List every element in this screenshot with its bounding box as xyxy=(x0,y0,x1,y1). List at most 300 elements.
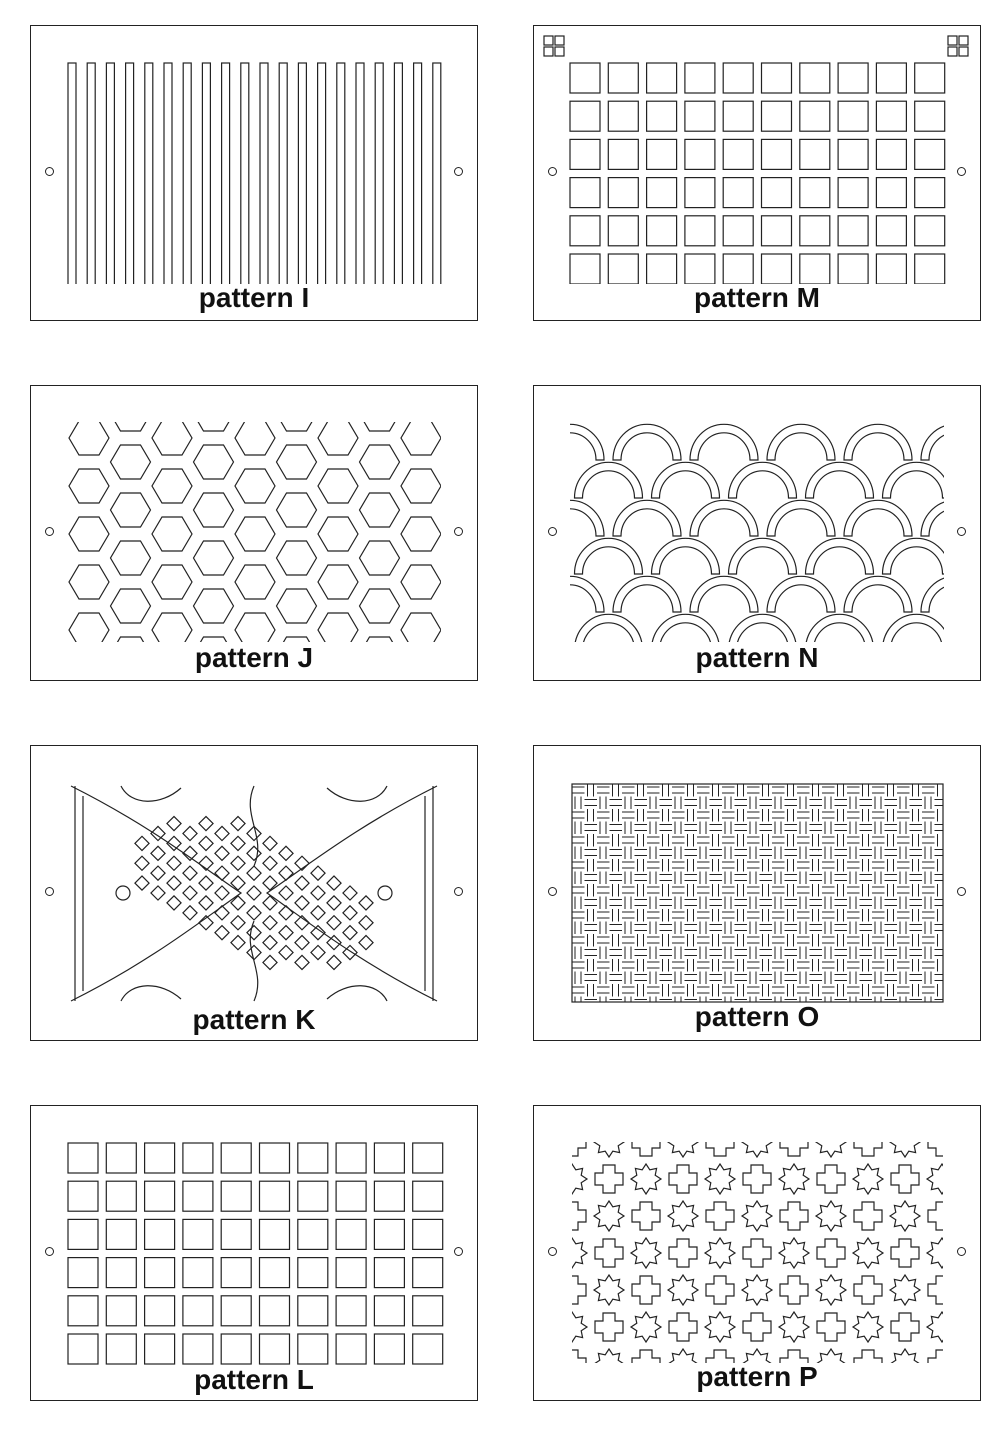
weave-strand xyxy=(835,800,848,806)
lattice-diamond xyxy=(167,876,181,890)
scroll-curve xyxy=(121,786,181,801)
weave-strand xyxy=(722,812,735,818)
lattice-diamond xyxy=(279,846,293,860)
weave-strand xyxy=(785,825,798,831)
lattice-diamond xyxy=(279,906,293,920)
lattice-diamond xyxy=(327,916,341,930)
square-opening xyxy=(298,1296,328,1326)
lattice-diamond xyxy=(215,866,229,880)
square-opening xyxy=(838,254,868,284)
hexagon-opening xyxy=(318,517,358,551)
weave-strand xyxy=(922,812,935,818)
square-opening xyxy=(915,139,945,169)
square-opening xyxy=(762,254,792,284)
corner-square xyxy=(555,47,564,56)
weave-strand xyxy=(872,987,885,993)
lattice-diamond xyxy=(247,945,261,959)
square-opening xyxy=(298,1181,328,1211)
weave-strand xyxy=(638,859,644,872)
weave-strand xyxy=(725,822,731,835)
lattice-diamond xyxy=(327,896,341,910)
weave-strand xyxy=(850,897,856,910)
square-opening xyxy=(685,254,715,284)
weave-strand xyxy=(660,975,673,981)
weave-strand xyxy=(872,937,885,943)
weave-strand xyxy=(813,884,819,897)
weave-strand xyxy=(585,925,598,931)
scale-arch-opening xyxy=(806,462,874,498)
lattice-diamond xyxy=(263,836,277,850)
weave-strand xyxy=(688,834,694,847)
weave-strand xyxy=(875,972,881,985)
hexagon-opening xyxy=(111,493,151,527)
weave-strand xyxy=(872,887,885,893)
weave-strand xyxy=(622,787,635,793)
star-opening xyxy=(668,1201,698,1231)
weave-strand xyxy=(625,922,631,935)
lattice-diamond xyxy=(167,816,181,830)
weave-strand xyxy=(772,912,785,918)
grille-panel-pattern-p xyxy=(533,1105,981,1401)
scale-arch-opening xyxy=(729,538,797,574)
weave-strand xyxy=(650,947,656,960)
scale-arch-opening xyxy=(534,462,566,498)
corner-square xyxy=(948,47,957,56)
weave-strand xyxy=(688,859,694,872)
weave-strand xyxy=(688,909,694,922)
weave-strand xyxy=(697,812,710,818)
weave-strand xyxy=(888,809,894,822)
corner-square xyxy=(948,36,957,45)
mounting-hole-left xyxy=(45,167,54,176)
weave-strand xyxy=(650,897,656,910)
slot xyxy=(202,63,210,285)
weave-strand xyxy=(613,859,619,872)
weave-strand xyxy=(688,809,694,822)
weave-strand xyxy=(875,847,881,860)
weave-strand xyxy=(847,937,860,943)
weave-strand xyxy=(700,972,706,985)
weave-strand xyxy=(697,937,710,943)
weave-strand xyxy=(710,925,723,931)
weave-strand xyxy=(863,909,869,922)
cross-opening xyxy=(928,1202,956,1230)
weave-strand xyxy=(663,884,669,897)
star-opening xyxy=(890,1127,920,1157)
weave-strand xyxy=(613,934,619,947)
weave-strand xyxy=(725,897,731,910)
weave-strand xyxy=(613,984,619,997)
square-opening xyxy=(374,1258,404,1288)
star-opening xyxy=(927,1238,957,1268)
weave-strand xyxy=(785,975,798,981)
weave-strand xyxy=(725,947,731,960)
weave-strand xyxy=(838,809,844,822)
cross-opening xyxy=(632,1202,660,1230)
square-opening xyxy=(915,63,945,93)
weave-strand xyxy=(575,922,581,935)
weave-strand xyxy=(635,950,648,956)
square-opening xyxy=(723,101,753,131)
lattice-diamond xyxy=(167,856,181,870)
weave-strand xyxy=(710,975,723,981)
square-opening xyxy=(800,139,830,169)
grille-panel-pattern-k xyxy=(30,745,478,1041)
weave-strand xyxy=(885,975,898,981)
weave-strand xyxy=(638,834,644,847)
weave-strand xyxy=(850,822,856,835)
square-opening xyxy=(298,1258,328,1288)
weave-strand xyxy=(872,837,885,843)
scale-arch-opening xyxy=(844,576,912,612)
hexagon-opening xyxy=(235,469,275,503)
weave-strand xyxy=(760,925,773,931)
weave-strand xyxy=(813,909,819,922)
weave-strand xyxy=(738,834,744,847)
lattice-diamond xyxy=(199,896,213,910)
weave-strand xyxy=(922,787,935,793)
weave-strand xyxy=(860,875,873,881)
weave-strand xyxy=(675,872,681,885)
weave-strand xyxy=(613,834,619,847)
weave-strand xyxy=(922,912,935,918)
star-opening xyxy=(668,1127,698,1157)
square-opening xyxy=(260,1334,290,1364)
square-opening xyxy=(183,1296,213,1326)
weave-strand xyxy=(872,962,885,968)
weave-strand xyxy=(688,959,694,972)
weave-strand xyxy=(788,784,794,797)
star-opening xyxy=(557,1312,587,1342)
weave-strand xyxy=(838,859,844,872)
star-opening xyxy=(742,1275,772,1305)
weave-strand xyxy=(585,975,598,981)
cross-opening xyxy=(743,1165,771,1193)
weave-strand xyxy=(775,847,781,860)
mounting-hole-right xyxy=(454,887,463,896)
square-opening xyxy=(145,1258,175,1288)
slot xyxy=(279,63,287,285)
pattern-n-art xyxy=(534,386,980,680)
scale-arch-opening xyxy=(844,500,912,536)
weave-strand xyxy=(663,934,669,947)
weave-strand xyxy=(647,787,660,793)
weave-strand xyxy=(910,925,923,931)
hexagon-opening xyxy=(277,589,317,623)
weave-strand xyxy=(900,922,906,935)
weave-strand xyxy=(913,984,919,997)
weave-strand xyxy=(760,875,773,881)
weave-strand xyxy=(722,862,735,868)
weave-strand xyxy=(588,959,594,972)
star-opening xyxy=(816,1201,846,1231)
lattice-diamond xyxy=(199,816,213,830)
scale-arch-opening xyxy=(652,538,720,574)
lattice-diamond xyxy=(231,836,245,850)
weave-strand xyxy=(772,962,785,968)
weave-strand xyxy=(747,887,760,893)
weave-strand xyxy=(760,975,773,981)
lattice-diamond xyxy=(135,876,149,890)
weave-strand xyxy=(647,837,660,843)
square-opening xyxy=(915,254,945,284)
weave-strand xyxy=(635,925,648,931)
weave-strand xyxy=(922,937,935,943)
weave-strand xyxy=(572,962,585,968)
weave-strand xyxy=(888,909,894,922)
cross-opening xyxy=(669,1165,697,1193)
grille-panel-pattern-l xyxy=(30,1105,478,1401)
weave-strand xyxy=(685,825,698,831)
weave-strand xyxy=(750,947,756,960)
hexagon-opening xyxy=(277,541,317,575)
square-opening xyxy=(838,63,868,93)
weave-strand xyxy=(763,859,769,872)
weave-strand xyxy=(825,922,831,935)
cross-opening xyxy=(558,1276,586,1304)
weave-strand xyxy=(672,837,685,843)
grille-panel-pattern-m xyxy=(533,25,981,321)
hexagon-opening xyxy=(360,541,400,575)
weave-strand xyxy=(688,784,694,797)
grille-panel-pattern-j xyxy=(30,385,478,681)
hexagon-opening xyxy=(111,541,151,575)
weave-strand xyxy=(822,962,835,968)
weave-strand xyxy=(697,887,710,893)
cross-opening xyxy=(780,1276,808,1304)
slot xyxy=(68,63,76,285)
weave-strand xyxy=(810,800,823,806)
cross-opening xyxy=(928,1128,956,1156)
hexagon-opening xyxy=(401,421,441,455)
square-opening xyxy=(608,63,638,93)
square-opening xyxy=(221,1334,251,1364)
mounting-hole-right xyxy=(454,167,463,176)
square-opening xyxy=(685,63,715,93)
star-opening xyxy=(594,1127,624,1157)
weave-strand xyxy=(735,950,748,956)
weave-strand xyxy=(835,950,848,956)
weave-strand xyxy=(788,834,794,847)
weave-strand xyxy=(825,847,831,860)
weave-strand xyxy=(597,837,610,843)
weave-strand xyxy=(825,797,831,810)
square-opening xyxy=(68,1181,98,1211)
slot xyxy=(164,63,172,285)
lattice-diamond xyxy=(183,826,197,840)
weave-strand xyxy=(875,872,881,885)
weave-strand xyxy=(872,912,885,918)
weave-strand xyxy=(760,900,773,906)
weave-strand xyxy=(600,972,606,985)
slot xyxy=(126,63,134,285)
weave-strand xyxy=(913,859,919,872)
weave-strand xyxy=(875,822,881,835)
lattice-diamond xyxy=(247,866,261,880)
lattice-diamond xyxy=(215,826,229,840)
weave-strand xyxy=(847,812,860,818)
star-opening xyxy=(890,1275,920,1305)
lattice-diamond xyxy=(231,816,245,830)
weave-strand xyxy=(910,825,923,831)
weave-strand xyxy=(713,909,719,922)
corner-square xyxy=(959,36,968,45)
weave-strand xyxy=(800,947,806,960)
weave-strand xyxy=(735,800,748,806)
star-opening xyxy=(557,1238,587,1268)
weave-strand xyxy=(800,897,806,910)
hexagon-opening xyxy=(318,421,358,455)
weave-strand xyxy=(660,950,673,956)
slot xyxy=(145,63,153,285)
weave-strand xyxy=(847,862,860,868)
pattern-p-art xyxy=(534,1106,980,1400)
square-opening xyxy=(570,63,600,93)
weave-strand xyxy=(713,859,719,872)
square-opening xyxy=(145,1334,175,1364)
hexagon-opening xyxy=(69,517,109,551)
cross-opening xyxy=(891,1313,919,1341)
eye-ornament xyxy=(116,886,130,900)
square-opening xyxy=(260,1296,290,1326)
weave-strand xyxy=(735,875,748,881)
weave-strand xyxy=(635,825,648,831)
hexagon-opening xyxy=(152,565,192,599)
square-opening xyxy=(762,178,792,208)
square-opening xyxy=(800,216,830,246)
weave-strand xyxy=(697,837,710,843)
weave-strand xyxy=(897,812,910,818)
star-opening xyxy=(890,1201,920,1231)
weave-strand xyxy=(925,922,931,935)
cross-opening xyxy=(595,1165,623,1193)
square-opening xyxy=(374,1181,404,1211)
weave-strand xyxy=(825,947,831,960)
weave-strand xyxy=(750,797,756,810)
square-opening xyxy=(762,63,792,93)
square-opening xyxy=(876,63,906,93)
weave-strand xyxy=(788,809,794,822)
square-opening xyxy=(336,1258,366,1288)
weave-strand xyxy=(588,984,594,997)
square-opening xyxy=(570,216,600,246)
square-opening xyxy=(221,1219,251,1249)
lattice-diamond xyxy=(215,846,229,860)
weave-strand xyxy=(660,825,673,831)
lattice-diamond xyxy=(295,896,309,910)
weave-strand xyxy=(647,812,660,818)
scale-arch-opening xyxy=(767,424,835,460)
square-opening xyxy=(762,101,792,131)
weave-strand xyxy=(813,934,819,947)
weave-strand xyxy=(875,947,881,960)
weave-strand xyxy=(600,797,606,810)
scale-arch-opening xyxy=(844,424,912,460)
star-opening xyxy=(927,1312,957,1342)
weave-strand xyxy=(900,897,906,910)
square-opening xyxy=(260,1258,290,1288)
lattice-diamond xyxy=(151,886,165,900)
weave-strand xyxy=(860,825,873,831)
square-opening xyxy=(374,1219,404,1249)
weave-strand xyxy=(913,959,919,972)
square-opening xyxy=(876,178,906,208)
star-opening xyxy=(705,1164,735,1194)
cross-opening xyxy=(891,1165,919,1193)
weave-strand xyxy=(735,925,748,931)
weave-strand xyxy=(747,987,760,993)
weave-strand xyxy=(925,972,931,985)
weave-strand xyxy=(847,887,860,893)
weave-strand xyxy=(725,972,731,985)
weave-strand xyxy=(663,859,669,872)
weave-strand xyxy=(797,887,810,893)
weave-strand xyxy=(897,937,910,943)
weave-strand xyxy=(613,809,619,822)
weave-strand xyxy=(810,975,823,981)
square-opening xyxy=(68,1219,98,1249)
weave-strand xyxy=(660,900,673,906)
square-opening xyxy=(647,101,677,131)
weave-strand xyxy=(635,875,648,881)
square-opening xyxy=(183,1181,213,1211)
weave-strand xyxy=(935,900,948,906)
weave-strand xyxy=(825,972,831,985)
cross-opening xyxy=(595,1313,623,1341)
weave-strand xyxy=(810,925,823,931)
weave-strand xyxy=(647,937,660,943)
hexagon-opening xyxy=(194,541,234,575)
scale-arch-opening xyxy=(613,424,681,460)
scale-arch-opening xyxy=(613,576,681,612)
weave-strand xyxy=(672,887,685,893)
weave-strand xyxy=(613,784,619,797)
hexagon-opening xyxy=(277,493,317,527)
lattice-diamond xyxy=(263,916,277,930)
square-opening xyxy=(336,1181,366,1211)
grille-panel-pattern-i xyxy=(30,25,478,321)
hexagon-opening xyxy=(152,469,192,503)
weave-strand xyxy=(763,809,769,822)
corner-square xyxy=(959,47,968,56)
weave-strand xyxy=(572,837,585,843)
hexagon-opening xyxy=(69,613,109,647)
weave-strand xyxy=(588,909,594,922)
weave-strand xyxy=(813,859,819,872)
square-opening xyxy=(647,216,677,246)
weave-strand xyxy=(572,987,585,993)
mounting-hole-left xyxy=(45,887,54,896)
weave-strand xyxy=(675,822,681,835)
grille-panel-pattern-o xyxy=(533,745,981,1041)
weave-strand xyxy=(622,837,635,843)
square-opening xyxy=(298,1334,328,1364)
weave-strand xyxy=(860,950,873,956)
weave-strand xyxy=(822,812,835,818)
square-opening xyxy=(800,178,830,208)
weave-strand xyxy=(797,987,810,993)
weave-strand xyxy=(625,972,631,985)
weave-strand xyxy=(797,912,810,918)
weave-strand xyxy=(800,797,806,810)
weave-strand xyxy=(588,934,594,947)
square-opening xyxy=(570,254,600,284)
weave-strand xyxy=(847,787,860,793)
cross-opening xyxy=(891,1239,919,1267)
weave-strand xyxy=(872,787,885,793)
weave-strand xyxy=(597,812,610,818)
weave-strand xyxy=(713,834,719,847)
